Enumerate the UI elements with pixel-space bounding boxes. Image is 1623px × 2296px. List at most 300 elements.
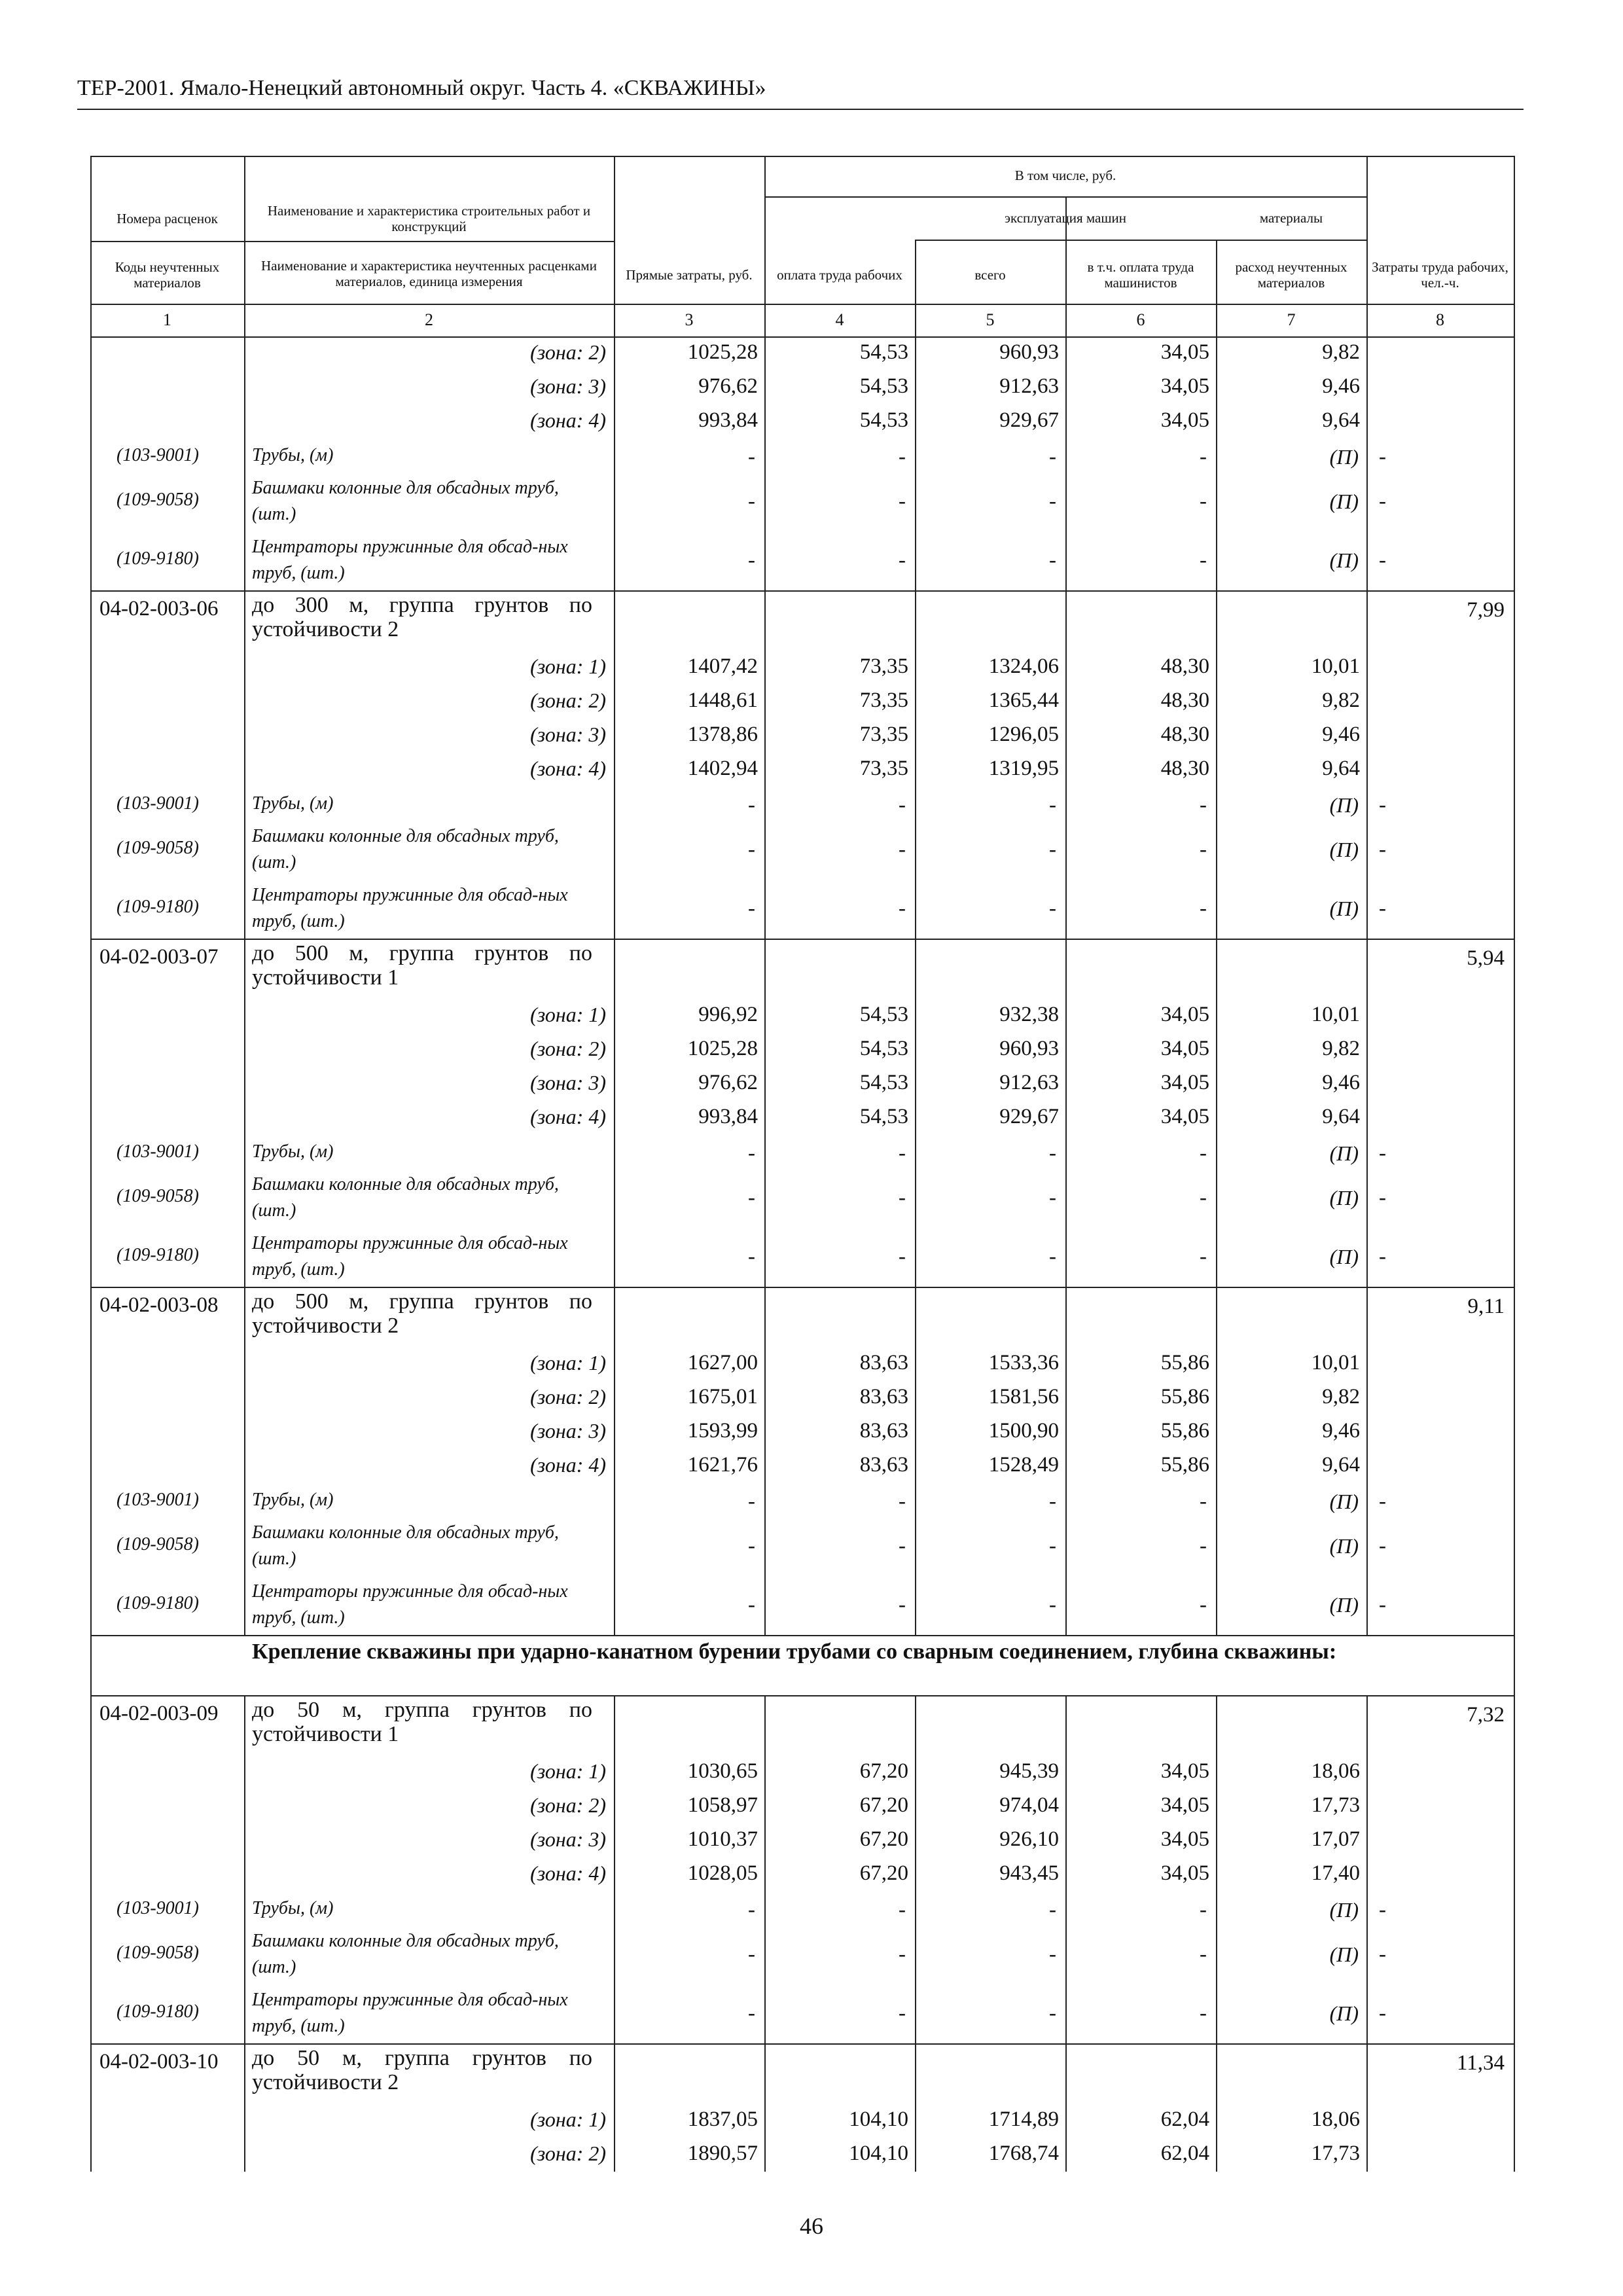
dash-mark: - bbox=[748, 1593, 755, 1617]
table-rule-vertical bbox=[1065, 336, 1067, 590]
price-mark: (П) bbox=[1329, 2001, 1359, 2025]
dash-mark: - bbox=[748, 1943, 755, 1966]
material-code: (109-9180) bbox=[116, 897, 199, 917]
dash-mark: - bbox=[899, 490, 906, 513]
table-rule-vertical bbox=[1065, 1695, 1067, 2043]
materials-value: 9,46 bbox=[1322, 1419, 1360, 1443]
table-rule-horizontal bbox=[90, 304, 1515, 305]
worker-wages-value: 54,53 bbox=[859, 1105, 908, 1128]
table-rule-vertical bbox=[244, 156, 245, 336]
price-mark: (П) bbox=[1329, 490, 1359, 513]
dash-mark: - bbox=[1379, 838, 1386, 861]
table-rule-vertical bbox=[614, 336, 615, 590]
materials-value: 9,82 bbox=[1322, 1385, 1360, 1408]
material-name: Трубы, (м) bbox=[252, 1490, 334, 1510]
materials-value: 9,64 bbox=[1322, 408, 1360, 432]
material-code: (103-9001) bbox=[116, 1490, 199, 1510]
zone-label: (зона: 1) bbox=[530, 655, 606, 678]
table-rule-vertical bbox=[1216, 2043, 1217, 2172]
machines-total-value: 932,38 bbox=[999, 1003, 1059, 1026]
table-rule-vertical bbox=[1216, 1695, 1217, 2043]
dash-mark: - bbox=[1200, 897, 1207, 920]
price-mark: (П) bbox=[1329, 793, 1359, 817]
header-column-number: 2 bbox=[425, 310, 433, 329]
worker-wages-value: 67,20 bbox=[859, 1827, 908, 1851]
dash-mark: - bbox=[1379, 1490, 1386, 1513]
table-rule-horizontal bbox=[90, 241, 615, 242]
dash-mark: - bbox=[748, 1186, 755, 1210]
table-rule-horizontal bbox=[915, 240, 1368, 241]
machinists-wages-value: 34,05 bbox=[1160, 1105, 1209, 1128]
materials-value: 17,73 bbox=[1311, 2142, 1360, 2165]
machines-total-value: 960,93 bbox=[999, 1037, 1059, 1060]
rate-code: 04-02-003-09 bbox=[99, 1702, 219, 1725]
machinists-wages-value: 34,05 bbox=[1160, 340, 1209, 364]
price-mark: (П) bbox=[1329, 1141, 1359, 1165]
dash-mark: - bbox=[1200, 548, 1207, 572]
direct-costs-value: 993,84 bbox=[698, 1105, 758, 1128]
page-header bbox=[77, 72, 1524, 110]
rates-table bbox=[90, 156, 1514, 2172]
worker-wages-value: 67,20 bbox=[859, 1759, 908, 1783]
table-rule-vertical bbox=[764, 590, 766, 939]
dash-mark: - bbox=[1200, 1898, 1207, 1922]
direct-costs-value: 1378,86 bbox=[687, 723, 758, 746]
machinists-wages-value: 34,05 bbox=[1160, 1793, 1209, 1817]
direct-costs-value: 1025,28 bbox=[687, 1037, 758, 1060]
dash-mark: - bbox=[899, 1141, 906, 1165]
machinists-wages-value: 55,86 bbox=[1160, 1385, 1209, 1408]
worker-wages-value: 73,35 bbox=[859, 757, 908, 780]
material-name: Трубы, (м) bbox=[252, 1141, 334, 1162]
machines-total-value: 1714,89 bbox=[988, 2108, 1059, 2131]
machines-total-value: 1296,05 bbox=[988, 723, 1059, 746]
material-name: Трубы, (м) bbox=[252, 793, 334, 814]
dash-mark: - bbox=[1200, 838, 1207, 861]
machinists-wages-value: 34,05 bbox=[1160, 1003, 1209, 1026]
material-name: Центраторы пружинные для обсад-ных труб, (шт.) bbox=[252, 1233, 568, 1280]
zone-label: (зона: 1) bbox=[530, 1003, 606, 1026]
worker-wages-value: 54,53 bbox=[859, 1071, 908, 1094]
table-rule-vertical bbox=[90, 590, 92, 939]
zone-label: (зона: 4) bbox=[530, 1453, 606, 1477]
worker-wages-value: 54,53 bbox=[859, 374, 908, 398]
header-column-number: 4 bbox=[835, 310, 844, 329]
labor-value: 11,34 bbox=[1456, 2051, 1505, 2075]
header-column-number: 7 bbox=[1287, 310, 1296, 329]
table-rule-vertical bbox=[1514, 939, 1515, 1287]
table-rule-vertical bbox=[614, 939, 615, 1287]
section-title: Крепление скважины при ударно-канатном бурении трубами со сварным соединением, глубина скважины: bbox=[252, 1640, 1337, 1664]
materials-value: 17,73 bbox=[1311, 1793, 1360, 1817]
table-rule-vertical bbox=[915, 336, 916, 590]
direct-costs-value: 1593,99 bbox=[687, 1419, 758, 1443]
labor-value: 9,11 bbox=[1467, 1295, 1505, 1318]
dash-mark: - bbox=[899, 838, 906, 861]
table-rule-vertical bbox=[90, 1287, 92, 1635]
material-code: (109-9180) bbox=[116, 1245, 199, 1265]
material-code: (103-9001) bbox=[116, 1898, 199, 1918]
table-rule-vertical bbox=[1065, 590, 1067, 939]
table-rule-horizontal bbox=[90, 156, 1515, 157]
table-rule-vertical bbox=[1366, 2043, 1368, 2172]
zone-label: (зона: 3) bbox=[530, 1071, 606, 1094]
worker-wages-value: 73,35 bbox=[859, 655, 908, 678]
material-name: Башмаки колонные для обсадных труб, (шт.) bbox=[252, 1522, 559, 1569]
machines-total-value: 1319,95 bbox=[988, 757, 1059, 780]
header-column-number: 1 bbox=[163, 310, 171, 329]
table-rule-vertical bbox=[764, 2043, 766, 2172]
dash-mark: - bbox=[1049, 1141, 1056, 1165]
table-rule-vertical bbox=[915, 2043, 916, 2172]
dash-mark: - bbox=[1379, 1898, 1386, 1922]
zone-label: (зона: 2) bbox=[530, 1037, 606, 1060]
table-rule-vertical bbox=[244, 2043, 245, 2172]
direct-costs-value: 1402,94 bbox=[687, 757, 758, 780]
price-mark: (П) bbox=[1329, 1490, 1359, 1513]
work-title: до 300 м, группа грунтов по устойчивости 2 bbox=[252, 593, 592, 641]
header-direct-costs: Прямые затраты, руб. bbox=[626, 267, 753, 283]
machinists-wages-value: 34,05 bbox=[1160, 1861, 1209, 1885]
worker-wages-value: 73,35 bbox=[859, 723, 908, 746]
machines-total-value: 1365,44 bbox=[988, 689, 1059, 712]
table-rule-vertical bbox=[1514, 1695, 1515, 2043]
dash-mark: - bbox=[1200, 1534, 1207, 1558]
price-mark: (П) bbox=[1329, 445, 1359, 469]
table-rule-vertical bbox=[915, 1287, 916, 1635]
header-machinists-wages: в т.ч. оплата труда машинистов bbox=[1087, 259, 1194, 291]
worker-wages-value: 54,53 bbox=[859, 408, 908, 432]
dash-mark: - bbox=[1200, 2001, 1207, 2025]
table-rule-horizontal bbox=[90, 2043, 1515, 2045]
materials-value: 9,46 bbox=[1322, 723, 1360, 746]
table-rule-horizontal bbox=[90, 939, 1515, 940]
materials-value: 10,01 bbox=[1311, 1003, 1360, 1026]
work-title: до 50 м, группа грунтов по устойчивости 2 bbox=[252, 2046, 592, 2094]
dash-mark: - bbox=[748, 548, 755, 572]
direct-costs-value: 1407,42 bbox=[687, 655, 758, 678]
materials-value: 9,82 bbox=[1322, 689, 1360, 712]
table-rule-vertical bbox=[614, 1287, 615, 1635]
direct-costs-value: 976,62 bbox=[698, 374, 758, 398]
zone-label: (зона: 2) bbox=[530, 2142, 606, 2165]
table-rule-vertical bbox=[915, 590, 916, 939]
dash-mark: - bbox=[899, 1245, 906, 1268]
table-rule-vertical bbox=[1366, 336, 1368, 590]
zone-label: (зона: 4) bbox=[530, 408, 606, 432]
machines-total-value: 926,10 bbox=[999, 1827, 1059, 1851]
materials-value: 9,82 bbox=[1322, 340, 1360, 364]
direct-costs-value: 1448,61 bbox=[687, 689, 758, 712]
header-column-number: 5 bbox=[986, 310, 995, 329]
header-machines-total: всего bbox=[974, 267, 1006, 283]
dash-mark: - bbox=[1049, 1898, 1056, 1922]
materials-value: 9,64 bbox=[1322, 1105, 1360, 1128]
work-title: до 500 м, группа грунтов по устойчивости 1 bbox=[252, 941, 592, 990]
dash-mark: - bbox=[899, 1898, 906, 1922]
worker-wages-value: 73,35 bbox=[859, 689, 908, 712]
dash-mark: - bbox=[899, 2001, 906, 2025]
machinists-wages-value: 62,04 bbox=[1160, 2142, 1209, 2165]
machines-total-value: 1324,06 bbox=[988, 655, 1059, 678]
direct-costs-value: 1890,57 bbox=[687, 2142, 758, 2165]
dash-mark: - bbox=[748, 1898, 755, 1922]
table-rule-vertical bbox=[614, 2043, 615, 2172]
table-rule-vertical bbox=[614, 1695, 615, 2043]
machinists-wages-value: 48,30 bbox=[1160, 689, 1209, 712]
dash-mark: - bbox=[1049, 2001, 1056, 2025]
dash-mark: - bbox=[1200, 793, 1207, 817]
dash-mark: - bbox=[1200, 1490, 1207, 1513]
dash-mark: - bbox=[1049, 1186, 1056, 1210]
table-rule-vertical bbox=[1514, 590, 1515, 939]
material-name: Башмаки колонные для обсадных труб, (шт.) bbox=[252, 826, 559, 872]
header-column-number: 6 bbox=[1136, 310, 1145, 329]
table-rule-vertical bbox=[1514, 1287, 1515, 1635]
material-code: (109-9058) bbox=[116, 1943, 199, 1963]
table-rule-vertical bbox=[1065, 1287, 1067, 1635]
table-rule-vertical bbox=[915, 304, 916, 336]
table-rule-vertical bbox=[90, 939, 92, 1287]
header-rate-number: Номера расценок bbox=[116, 211, 218, 226]
header-material-code: Коды неучтенных материалов bbox=[115, 259, 220, 291]
materials-value: 17,40 bbox=[1311, 1861, 1360, 1885]
material-name: Трубы, (м) bbox=[252, 1898, 334, 1918]
worker-wages-value: 83,63 bbox=[859, 1385, 908, 1408]
dash-mark: - bbox=[1200, 490, 1207, 513]
worker-wages-value: 67,20 bbox=[859, 1861, 908, 1885]
price-mark: (П) bbox=[1329, 1534, 1359, 1558]
materials-value: 18,06 bbox=[1311, 2108, 1360, 2131]
worker-wages-value: 104,10 bbox=[849, 2108, 908, 2131]
machinists-wages-value: 34,05 bbox=[1160, 374, 1209, 398]
table-rule-vertical bbox=[764, 939, 766, 1287]
dash-mark: - bbox=[748, 490, 755, 513]
machinists-wages-value: 62,04 bbox=[1160, 2108, 1209, 2131]
price-mark: (П) bbox=[1329, 1943, 1359, 1966]
machinists-wages-value: 55,86 bbox=[1160, 1453, 1209, 1477]
machines-total-value: 929,67 bbox=[999, 408, 1059, 432]
table-rule-vertical bbox=[90, 2043, 92, 2172]
machinists-wages-value: 34,05 bbox=[1160, 408, 1209, 432]
dash-mark: - bbox=[899, 1490, 906, 1513]
dash-mark: - bbox=[1049, 793, 1056, 817]
price-mark: (П) bbox=[1329, 1245, 1359, 1268]
table-rule-vertical bbox=[1366, 1695, 1368, 2043]
materials-value: 10,01 bbox=[1311, 1351, 1360, 1374]
materials-value: 9,64 bbox=[1322, 1453, 1360, 1477]
dash-mark: - bbox=[1379, 445, 1386, 469]
price-mark: (П) bbox=[1329, 1898, 1359, 1922]
dash-mark: - bbox=[1200, 1943, 1207, 1966]
dash-mark: - bbox=[1379, 490, 1386, 513]
header-work-name: Наименование и характеристика строительных работ и конструкций bbox=[267, 203, 591, 234]
material-name: Башмаки колонные для обсадных труб, (шт.) bbox=[252, 478, 559, 524]
table-rule-vertical bbox=[1366, 590, 1368, 939]
material-code: (109-9058) bbox=[116, 490, 199, 510]
table-rule-vertical bbox=[1366, 1287, 1368, 1635]
header-materials: материалы bbox=[1259, 210, 1323, 226]
machines-total-value: 912,63 bbox=[999, 374, 1059, 398]
material-name: Башмаки колонные для обсадных труб, (шт.) bbox=[252, 1174, 559, 1221]
direct-costs-value: 1675,01 bbox=[687, 1385, 758, 1408]
rate-code: 04-02-003-06 bbox=[99, 597, 219, 620]
worker-wages-value: 54,53 bbox=[859, 1003, 908, 1026]
dash-mark: - bbox=[1379, 1186, 1386, 1210]
table-rule-vertical bbox=[1216, 304, 1217, 336]
labor-value: 7,32 bbox=[1467, 1703, 1505, 1727]
header-unaccounted-materials: расход неучтенных материалов bbox=[1235, 259, 1347, 291]
material-name: Центраторы пружинные для обсад-ных труб, (шт.) bbox=[252, 1990, 568, 2036]
material-name: Трубы, (м) bbox=[252, 445, 334, 465]
dash-mark: - bbox=[1379, 2001, 1386, 2025]
material-code: (109-9058) bbox=[116, 1534, 199, 1554]
worker-wages-value: 104,10 bbox=[849, 2142, 908, 2165]
table-rule-vertical bbox=[244, 1695, 245, 2043]
machinists-wages-value: 34,05 bbox=[1160, 1827, 1209, 1851]
machines-total-value: 1768,74 bbox=[988, 2142, 1059, 2165]
machines-total-value: 1533,36 bbox=[988, 1351, 1059, 1374]
direct-costs-value: 1058,97 bbox=[687, 1793, 758, 1817]
zone-label: (зона: 3) bbox=[530, 1419, 606, 1443]
dash-mark: - bbox=[1379, 1943, 1386, 1966]
worker-wages-value: 54,53 bbox=[859, 1037, 908, 1060]
zone-label: (зона: 4) bbox=[530, 757, 606, 780]
table-rule-vertical bbox=[90, 1695, 92, 2043]
table-rule-vertical bbox=[1514, 336, 1515, 590]
dash-mark: - bbox=[1379, 548, 1386, 572]
work-title: до 500 м, группа грунтов по устойчивости 2 bbox=[252, 1289, 592, 1338]
price-mark: (П) bbox=[1329, 1186, 1359, 1210]
dash-mark: - bbox=[1049, 1490, 1056, 1513]
dash-mark: - bbox=[1049, 490, 1056, 513]
machines-total-value: 960,93 bbox=[999, 340, 1059, 364]
material-code: (103-9001) bbox=[116, 793, 199, 814]
zone-label: (зона: 2) bbox=[530, 340, 606, 364]
zone-label: (зона: 3) bbox=[530, 1827, 606, 1851]
dash-mark: - bbox=[1200, 1186, 1207, 1210]
header-group-including: В том числе, руб. bbox=[1014, 168, 1116, 183]
table-rule-vertical bbox=[1366, 156, 1368, 336]
dash-mark: - bbox=[1049, 897, 1056, 920]
labor-value: 7,99 bbox=[1467, 598, 1505, 622]
direct-costs-value: 1025,28 bbox=[687, 340, 758, 364]
zone-label: (зона: 2) bbox=[530, 689, 606, 712]
dash-mark: - bbox=[899, 445, 906, 469]
direct-costs-value: 996,92 bbox=[698, 1003, 758, 1026]
rate-code: 04-02-003-10 bbox=[99, 2050, 219, 2073]
dash-mark: - bbox=[748, 838, 755, 861]
dash-mark: - bbox=[748, 1141, 755, 1165]
header-machine-operation: эксплуатация машин bbox=[1005, 210, 1126, 226]
dash-mark: - bbox=[748, 1245, 755, 1268]
table-rule-horizontal bbox=[90, 1287, 1515, 1288]
direct-costs-value: 1837,05 bbox=[687, 2108, 758, 2131]
price-mark: (П) bbox=[1329, 548, 1359, 572]
worker-wages-value: 83,63 bbox=[859, 1419, 908, 1443]
header-worker-wages: оплата труда рабочих bbox=[777, 267, 902, 283]
dash-mark: - bbox=[1379, 1141, 1386, 1165]
price-mark: (П) bbox=[1329, 897, 1359, 920]
zone-label: (зона: 1) bbox=[530, 1759, 606, 1783]
direct-costs-value: 1028,05 bbox=[687, 1861, 758, 1885]
table-rule-vertical bbox=[1065, 2043, 1067, 2172]
machines-total-value: 974,04 bbox=[999, 1793, 1059, 1817]
material-code: (109-9058) bbox=[116, 1186, 199, 1206]
dash-mark: - bbox=[899, 1534, 906, 1558]
table-rule-vertical bbox=[614, 590, 615, 939]
machinists-wages-value: 34,05 bbox=[1160, 1759, 1209, 1783]
table-rule-vertical bbox=[244, 939, 245, 1287]
page-header-title: ТЕР-2001. Ямало-Ненецкий автономный округ. Часть 4. «СКВАЖИНЫ» bbox=[77, 76, 766, 100]
zone-label: (зона: 2) bbox=[530, 1793, 606, 1817]
table-rule-vertical bbox=[764, 1287, 766, 1635]
dash-mark: - bbox=[1049, 1245, 1056, 1268]
dash-mark: - bbox=[748, 1534, 755, 1558]
machinists-wages-value: 55,86 bbox=[1160, 1419, 1209, 1443]
direct-costs-value: 1621,76 bbox=[687, 1453, 758, 1477]
dash-mark: - bbox=[899, 897, 906, 920]
machines-total-value: 943,45 bbox=[999, 1861, 1059, 1885]
labor-value: 5,94 bbox=[1467, 946, 1505, 970]
table-rule-vertical bbox=[1366, 939, 1368, 1287]
dash-mark: - bbox=[899, 1593, 906, 1617]
machinists-wages-value: 48,30 bbox=[1160, 723, 1209, 746]
machinists-wages-value: 48,30 bbox=[1160, 655, 1209, 678]
table-rule-horizontal bbox=[90, 590, 1515, 592]
dash-mark: - bbox=[1049, 548, 1056, 572]
dash-mark: - bbox=[1379, 897, 1386, 920]
table-rule-vertical bbox=[1216, 336, 1217, 590]
zone-label: (зона: 4) bbox=[530, 1105, 606, 1128]
table-rule-vertical bbox=[244, 1287, 245, 1635]
material-name: Центраторы пружинные для обсад-ных труб, (шт.) bbox=[252, 1581, 568, 1628]
materials-value: 10,01 bbox=[1311, 655, 1360, 678]
dash-mark: - bbox=[1049, 838, 1056, 861]
table-rule-vertical bbox=[90, 1635, 92, 1695]
dash-mark: - bbox=[899, 548, 906, 572]
material-name: Центраторы пружинные для обсад-ных труб, (шт.) bbox=[252, 885, 568, 931]
header-column-number: 8 bbox=[1436, 310, 1444, 329]
table-rule-vertical bbox=[90, 156, 92, 336]
materials-value: 9,82 bbox=[1322, 1037, 1360, 1060]
dash-mark: - bbox=[1049, 1534, 1056, 1558]
dash-mark: - bbox=[1049, 1593, 1056, 1617]
material-code: (103-9001) bbox=[116, 445, 199, 465]
rate-code: 04-02-003-08 bbox=[99, 1293, 219, 1317]
table-rule-horizontal bbox=[90, 336, 1515, 338]
table-rule-vertical bbox=[1216, 1287, 1217, 1635]
machinists-wages-value: 48,30 bbox=[1160, 757, 1209, 780]
table-rule-horizontal bbox=[90, 1635, 1515, 1636]
material-code: (109-9058) bbox=[116, 838, 199, 858]
direct-costs-value: 993,84 bbox=[698, 408, 758, 432]
worker-wages-value: 54,53 bbox=[859, 340, 908, 364]
header-material-name: Наименование и характеристика неучтенных расценками материалов, единица измерения bbox=[261, 258, 597, 289]
table-rule-vertical bbox=[1065, 939, 1067, 1287]
materials-value: 17,07 bbox=[1311, 1827, 1360, 1851]
zone-label: (зона: 3) bbox=[530, 723, 606, 746]
dash-mark: - bbox=[899, 1186, 906, 1210]
materials-value: 9,64 bbox=[1322, 757, 1360, 780]
machinists-wages-value: 34,05 bbox=[1160, 1071, 1209, 1094]
material-code: (109-9180) bbox=[116, 1593, 199, 1613]
header-column-number: 3 bbox=[685, 310, 694, 329]
rate-code: 04-02-003-07 bbox=[99, 945, 219, 969]
table-rule-vertical bbox=[915, 1695, 916, 2043]
dash-mark: - bbox=[748, 445, 755, 469]
dash-mark: - bbox=[1200, 1593, 1207, 1617]
